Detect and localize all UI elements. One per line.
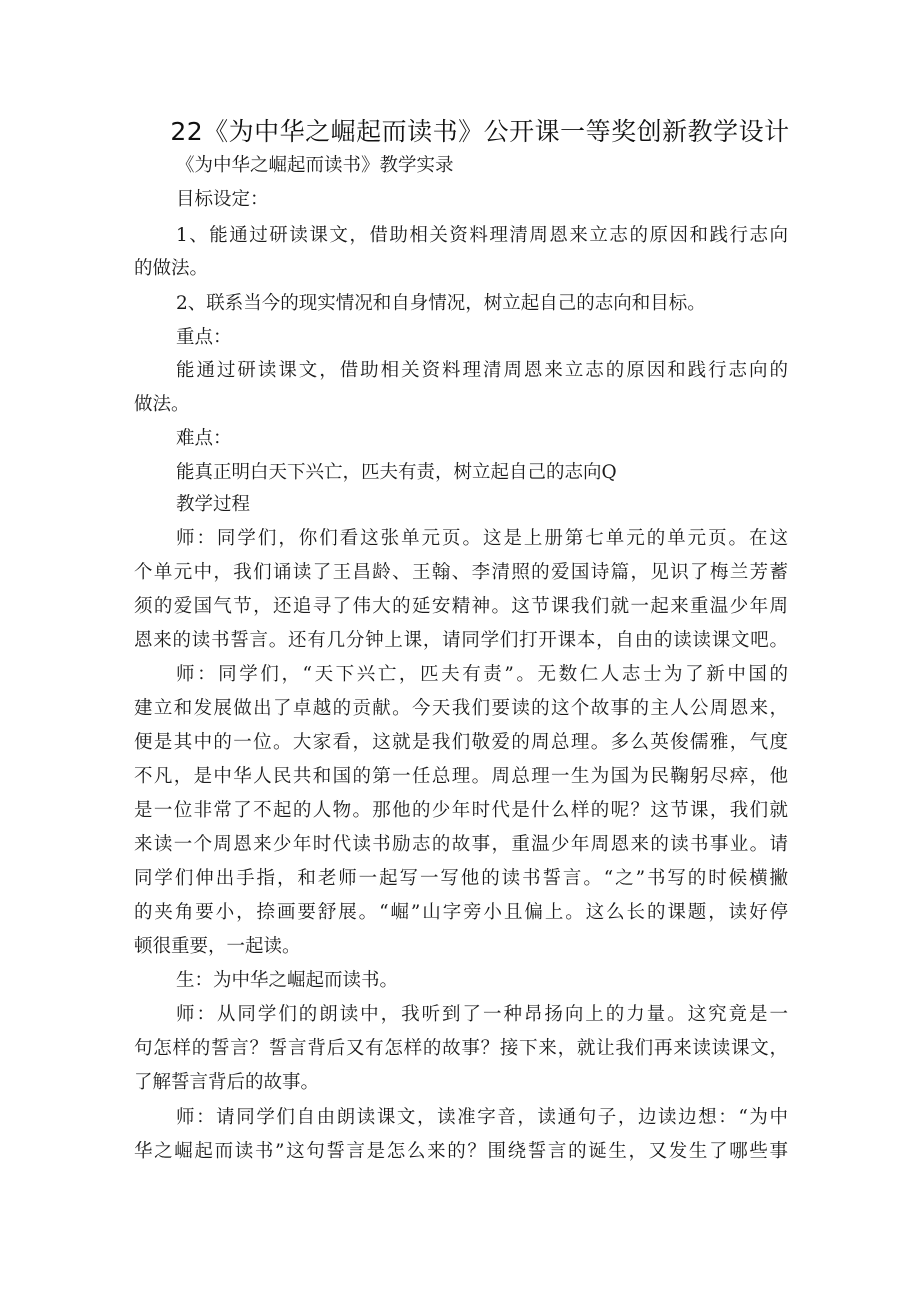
section-heading: 重点： bbox=[176, 327, 232, 348]
paragraph-line: 华之崛起而读书”这句誓言是怎么来的？围绕誓言的诞生，又发生了哪些事 bbox=[134, 1141, 788, 1162]
document-title: 22《为中华之崛起而读书》公开课一等奖创新教学设计 bbox=[170, 117, 790, 146]
paragraph-line: 同学们伸出手指，和老师一起写一写他的读书誓言。“之”书写的时候横撇 bbox=[134, 868, 788, 889]
paragraph-line: 恩来的读书誓言。还有几分钟上课，请同学们打开课本，自由的读读课文吧。 bbox=[134, 630, 788, 651]
section-heading: 目标设定： bbox=[176, 189, 269, 210]
paragraph-line: 不凡，是中华人民共和国的第一任总理。周总理一生为国为民鞠躬尽瘁，他 bbox=[134, 766, 788, 787]
paragraph-line: 来读一个周恩来少年时代读书励志的故事，重温少年周恩来的读书事业。请 bbox=[134, 834, 788, 855]
paragraph-line: 是一位非常了不起的人物。那他的少年时代是什么样的呢？这节课，我们就 bbox=[134, 800, 788, 821]
paragraph-line: 师：请同学们自由朗读课文，读准字音，读通句子，边读边想：“为中 bbox=[176, 1107, 788, 1128]
paragraph-line: 个单元中，我们诵读了王昌龄、王翰、李清照的爱国诗篇，见识了梅兰芳蓄 bbox=[134, 562, 788, 583]
paragraph-line: 师：同学们，你们看这张单元页。这是上册第七单元的单元页。在这 bbox=[176, 528, 788, 549]
paragraph-line: 师：从同学们的朗读中，我听到了一种昂扬向上的力量。这究竟是一 bbox=[176, 1004, 788, 1025]
paragraph-line: 能真正明白天下兴亡，匹夫有责，树立起自己的志向Q bbox=[176, 462, 617, 483]
paragraph-line: 了解誓言背后的故事。 bbox=[134, 1072, 320, 1093]
paragraph-line: 生：为中华之崛起而读书。 bbox=[176, 970, 399, 991]
paragraph-line: 的做法。 bbox=[134, 258, 209, 279]
paragraph-line: 须的爱国气节，还追寻了伟大的延安精神。这节课我们就一起来重温少年周 bbox=[134, 596, 788, 617]
paragraph-line: 建立和发展做出了卓越的贡献。今天我们要读的这个故事的主人公周恩来， bbox=[134, 698, 788, 719]
paragraph-line: 能通过研读课文，借助相关资料理清周恩来立志的原因和践行志向的 bbox=[176, 360, 788, 381]
section-heading: 难点： bbox=[176, 428, 232, 449]
paragraph-line: 做法。 bbox=[134, 394, 190, 415]
section-heading: 教学过程 bbox=[176, 494, 251, 515]
paragraph-line: 便是其中的一位。大家看，这就是我们敬爱的周总理。多么英俊儒雅，气度 bbox=[134, 732, 788, 753]
subtitle-line: 《为中华之崛起而读书》教学实录 bbox=[176, 155, 454, 176]
paragraph-line: 2、联系当今的现实情况和自身情况，树立起自己的志向和目标。 bbox=[176, 293, 706, 314]
paragraph-line: 1、能通过研读课文，借助相关资料理清周恩来立志的原因和践行志向 bbox=[176, 225, 788, 246]
paragraph-line: 师：同学们，“天下兴亡，匹夫有责”。无数仁人志士为了新中国的 bbox=[176, 664, 788, 685]
paragraph-line: 的夹角要小，捺画要舒展。“崛”山字旁小且偏上。这么长的课题，读好停 bbox=[134, 902, 788, 923]
paragraph-line: 顿很重要，一起读。 bbox=[134, 936, 301, 957]
paragraph-line: 句怎样的誓言？誓言背后又有怎样的故事？接下来，就让我们再来读读课文， bbox=[134, 1038, 788, 1059]
